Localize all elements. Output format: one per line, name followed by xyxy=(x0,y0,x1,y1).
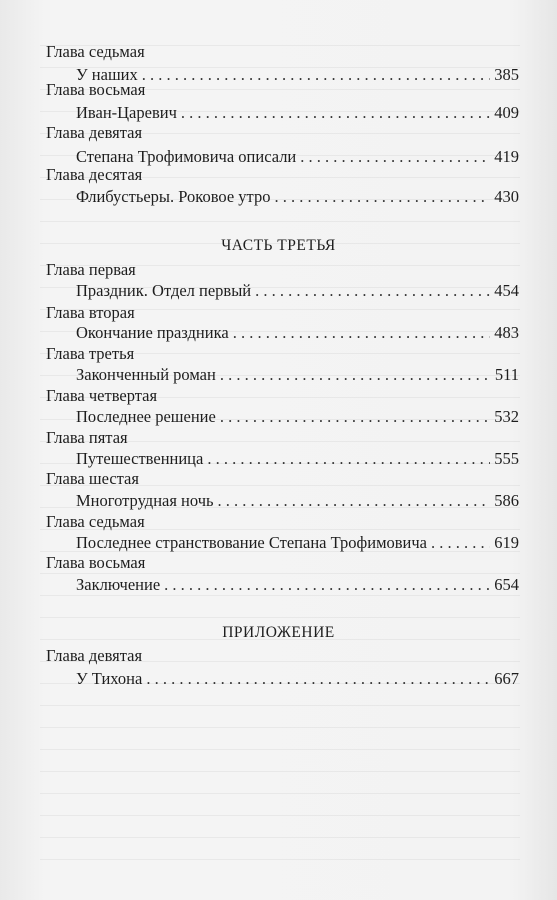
toc-entry[interactable] xyxy=(76,490,519,512)
page-number: 654 xyxy=(494,575,519,594)
dot-leader xyxy=(142,64,491,86)
dot-leader xyxy=(431,532,490,554)
part-three-heading: ЧАСТЬ ТРЕТЬЯ xyxy=(221,237,336,254)
chapter-heading: Глава четвертая xyxy=(46,386,158,405)
entry-title: Иван-Царевич xyxy=(76,103,177,122)
toc-entry[interactable] xyxy=(76,186,519,208)
toc-entry[interactable] xyxy=(76,532,519,554)
page-number: 419 xyxy=(494,147,519,166)
dot-leader xyxy=(181,102,490,124)
page-number: 619 xyxy=(494,533,519,552)
page-number: 532 xyxy=(494,407,519,426)
entry-title: Степана Трофимовича описали xyxy=(76,147,297,166)
dot-leader xyxy=(207,448,490,470)
toc-entry[interactable] xyxy=(76,280,519,302)
dot-leader xyxy=(146,668,490,690)
dot-leader xyxy=(220,406,490,428)
entry-title: Законченный роман xyxy=(76,365,216,384)
page-number: 385 xyxy=(494,65,519,84)
page-number: 430 xyxy=(494,187,519,206)
page-number: 483 xyxy=(494,323,519,342)
chapter-heading: Глава десятая xyxy=(46,165,143,184)
dot-leader xyxy=(300,146,490,168)
page-number: 409 xyxy=(494,103,519,122)
dot-leader xyxy=(220,364,491,386)
chapter-heading: Глава третья xyxy=(46,344,135,363)
entry-title: Праздник. Отдел первый xyxy=(76,281,252,300)
dot-leader xyxy=(274,186,490,208)
toc-entry[interactable] xyxy=(76,574,519,596)
entry-title: Многотрудная ночь xyxy=(76,491,214,510)
page-number: 511 xyxy=(494,365,519,384)
entry-title: Заключение xyxy=(76,575,161,594)
entry-title: Путешественница xyxy=(76,449,204,468)
entry-title: Последнее решение xyxy=(76,407,216,426)
dot-leader xyxy=(218,490,491,512)
entry-title: У Тихона xyxy=(76,669,143,688)
dot-leader xyxy=(233,322,491,344)
page-number: 667 xyxy=(494,669,519,688)
chapter-heading: Глава шестая xyxy=(46,469,139,488)
toc-entry[interactable] xyxy=(76,364,519,386)
chapter-heading: Глава седьмая xyxy=(46,512,145,531)
page-number: 586 xyxy=(494,491,519,510)
dot-leader xyxy=(255,280,490,302)
entry-title: У наших xyxy=(76,65,138,84)
chapter-heading: Глава пятая xyxy=(46,428,128,447)
toc-entry[interactable] xyxy=(76,448,519,470)
entry-title: Последнее странствование Степана Трофимовича xyxy=(76,533,428,552)
chapter-heading: Глава восьмая xyxy=(46,553,146,572)
toc-entry[interactable] xyxy=(76,102,519,124)
appendix-heading: ПРИЛОЖЕНИЕ xyxy=(222,624,335,641)
toc-entry[interactable] xyxy=(76,322,519,344)
chapter-heading: Глава вторая xyxy=(46,303,135,322)
chapter-heading: Глава девятая xyxy=(46,123,143,142)
chapter-heading: Глава первая xyxy=(46,260,136,279)
toc-entry[interactable] xyxy=(76,668,519,690)
dot-leader xyxy=(164,574,490,596)
page-number: 454 xyxy=(494,281,519,300)
toc-entry[interactable] xyxy=(76,146,519,168)
entry-title: Флибустьеры. Роковое утро xyxy=(76,187,271,206)
chapter-heading: Глава седьмая xyxy=(46,42,145,61)
toc-entry[interactable] xyxy=(76,406,519,428)
chapter-heading: Глава восьмая xyxy=(46,80,146,99)
entry-title: Окончание праздника xyxy=(76,323,229,342)
page-number: 555 xyxy=(494,449,519,468)
chapter-heading: Глава девятая xyxy=(46,646,143,665)
